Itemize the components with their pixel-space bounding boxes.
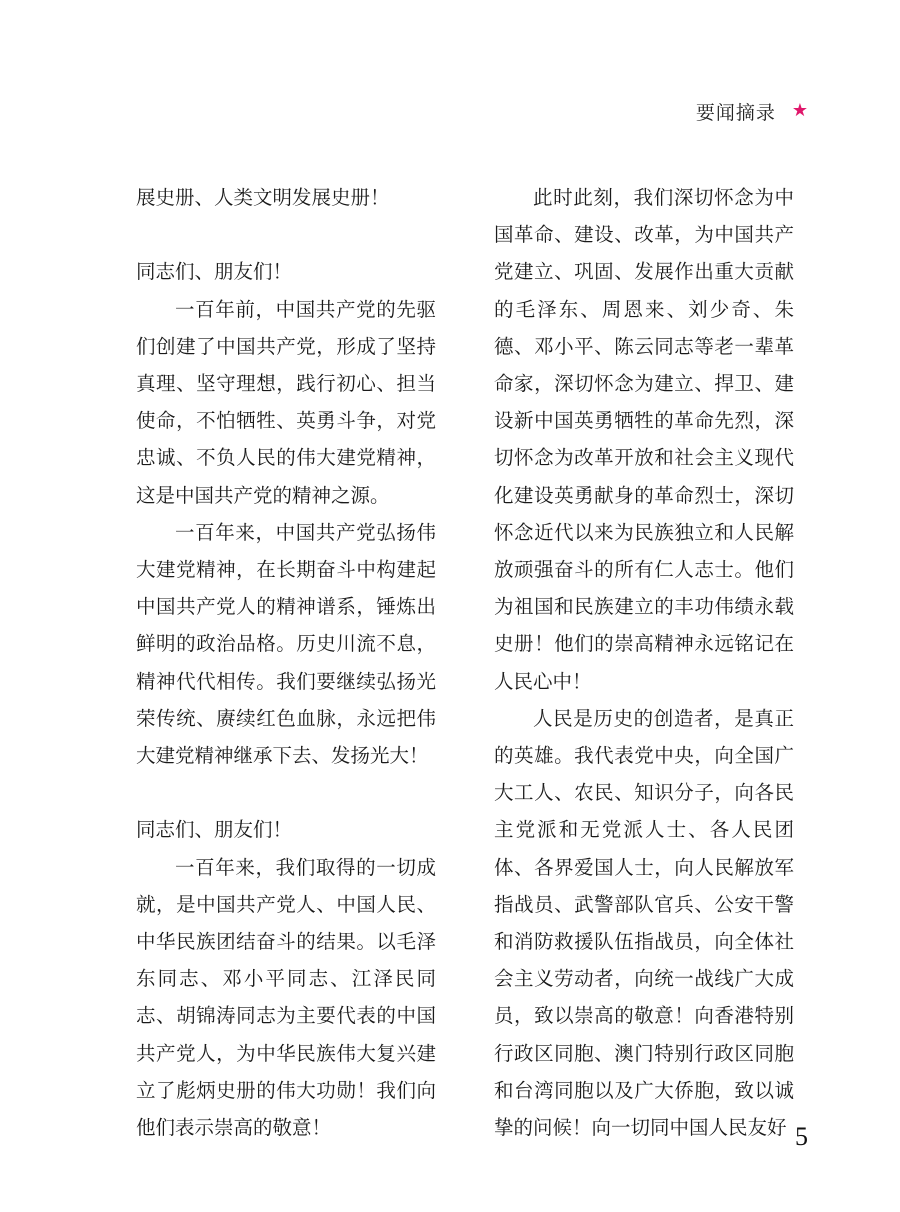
paragraph-salutation: 同志们、朋友们！ [136,260,293,284]
paragraph: 一百年来，中国共产党弘扬伟大建党精神，在长期奋斗中构建起中国共产党人的精神谱系，锤炼出鲜明的政治品格。历史川流不息，精神代代相传。我们要继续弘扬光荣传统、赓续红色血脉，永远把伟大建党精神继承下去、发扬光大！ [136,520,436,768]
page-number: 5 [795,1122,808,1151]
star-icon: ★ [791,100,808,121]
paragraph-salutation: 同志们、朋友们！ [136,818,293,842]
right-text-column [494,179,794,1146]
section-title: 要闻摘录 [695,102,776,124]
paragraph: 一百年前，中国共产党的先驱们创建了中国共产党，形成了坚持真理、坚守理想，践行初心、担当使命，不怕牺牲、英勇斗争，对党忠诚、不负人民的伟大建党精神，这是中国共产党的精神之源。 [136,297,436,507]
paragraph: 一百年来，我们取得的一切成就，是中国共产党人、中国人民、中华民族团结奋斗的结果。以毛泽东同志、邓小平同志、江泽民同志、胡锦涛同志为主要代表的中国共产党人，为中华民族伟大复兴建立了彪炳史册的伟大功勋！我们向他们表示崇高的敬意！ [136,855,436,1140]
running-header [696,98,808,125]
paragraph: 展史册、人类文明发展史册！ [136,186,390,209]
paragraph: 人民是历史的创造者，是真正的英雄。我代表党中央，向全国广大工人、农民、知识分子，向各民主党派和无党派人士、各人民团体、各界爱国人士，向人民解放军指战员、武警部队官兵、公安干警和消防救援队伍指战员，向全体社会主义劳动者，向统一战线广大成员，致以崇高的敬意！向香港特别行政区同胞、澳门特别行政区同胞和台湾同胞以及广大侨胞，致以诚挚的问候！向一切同中国人民友好 [494,706,794,1140]
left-text-column [136,179,436,1146]
paragraph: 此时此刻，我们深切怀念为中国革命、建设、改革，为中国共产党建立、巩固、发展作出重大贡献的毛泽东、周恩来、刘少奇、朱德、邓小平、陈云同志等老一辈革命家，深切怀念为建立、捍卫、建设新中国英勇牺牲的革命先烈，深切怀念为改革开放和社会主义现代化建设英勇献身的革命烈士，深切怀念近代以来为民族独立和人民解放顽强奋斗的所有仁人志士。他们为祖国和民族建立的丰功伟绩永载史册！他们的崇高精神永远铭记在人民心中！ [494,186,794,693]
